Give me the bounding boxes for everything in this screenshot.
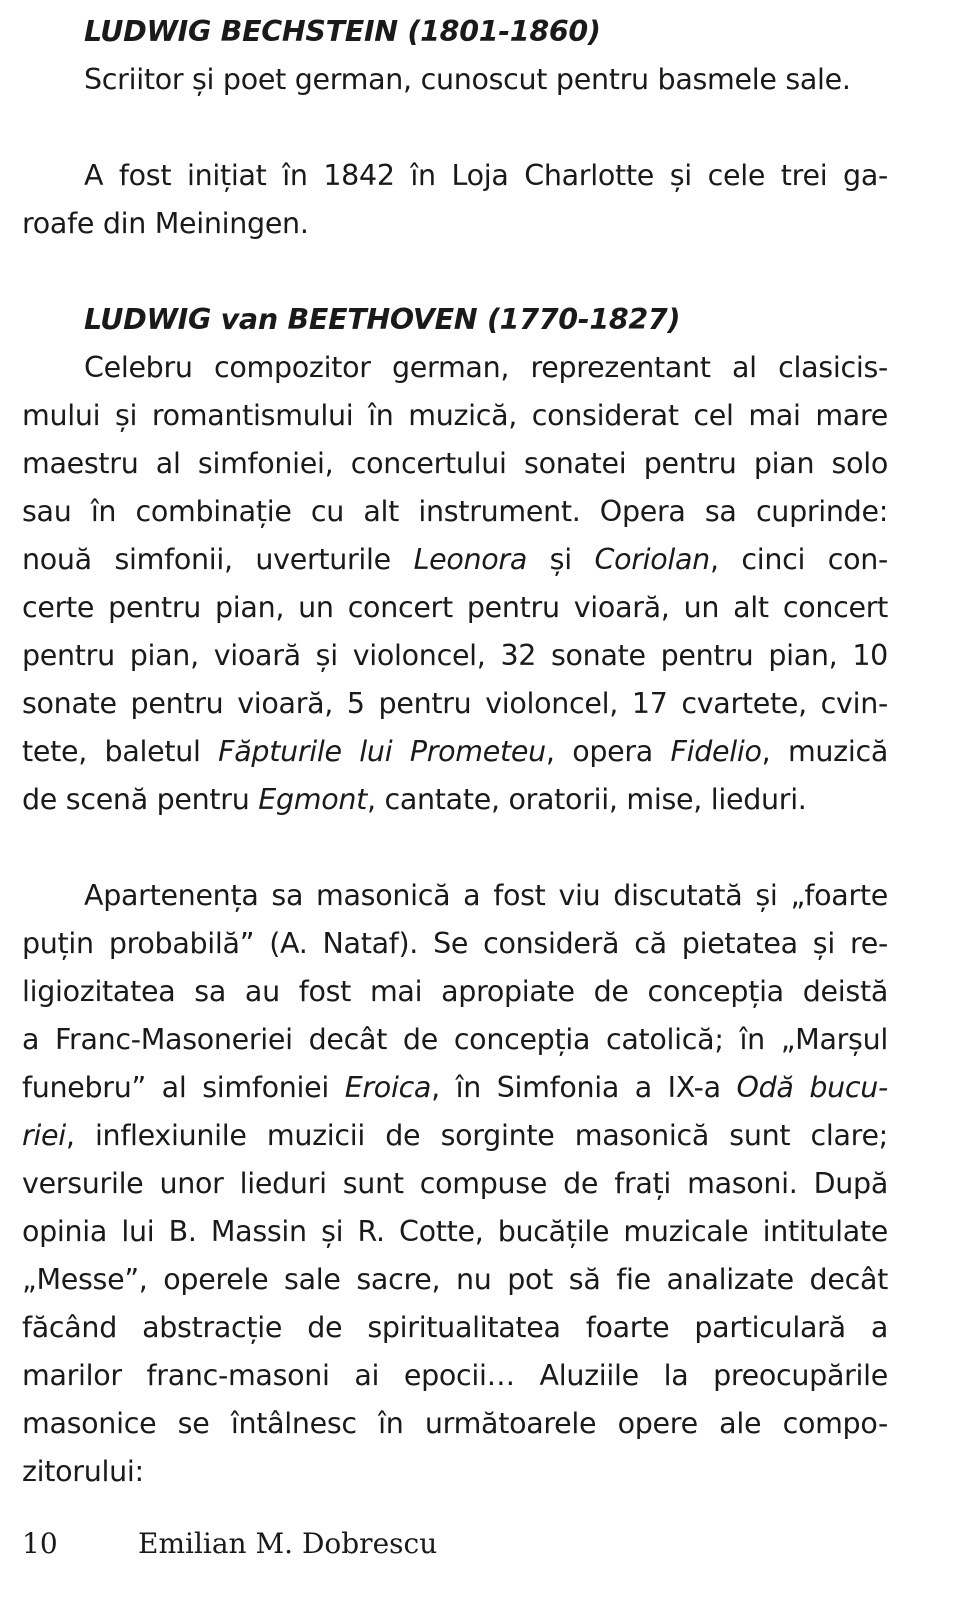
work-title: Fidelio (670, 735, 762, 768)
paragraph-spacer (22, 104, 888, 152)
text-line: funebru” al simfoniei Eroica, în Simfonia a IX-a Odă bucu- (22, 1071, 888, 1104)
text-line: opinia lui B. Massin și R. Cotte, bucățile muzicale intitulate (22, 1215, 888, 1248)
entry-heading: LUDWIG van BEETHOVEN (1770-1827) (84, 303, 681, 336)
text-line: nouă simfonii, uverturile Leonora și Coriolan, cinci con- (22, 543, 889, 576)
work-title: Leonora (413, 543, 527, 576)
text-line: de scenă pentru Egmont, cantate, oratorii, mise, lieduri. (22, 783, 807, 816)
text-line: maestru al simfoniei, concertului sonatei pentru pian solo (22, 447, 888, 480)
work-title: Eroica (344, 1071, 432, 1104)
text-line: certe pentru pian, un concert pentru vioară, un alt concert (22, 591, 888, 624)
text-line: Apartenența sa masonică a fost viu discutată și „foarte (84, 879, 888, 912)
text-line: riei, inflexiunile muzicii de sorginte masonică sunt clare; (22, 1119, 888, 1152)
work-title: Odă bucu- (736, 1071, 888, 1104)
work-title: Coriolan (594, 543, 710, 576)
work-title: riei (22, 1119, 66, 1152)
document-page (22, 8, 888, 1496)
text-line: a Franc-Masoneriei decât de concepția catolică; în „Marșul (22, 1023, 888, 1056)
text-line: roafe din Meiningen. (22, 207, 309, 240)
text-line: mului și romantismului în muzică, considerat cel mai mare (22, 399, 888, 432)
text-line: făcând abstracție de spiritualitatea foarte particulară a (22, 1311, 888, 1344)
text-line: ligiozitatea sa au fost mai apropiate de concepția deistă (22, 975, 888, 1008)
text-line: „Messe”, operele sale sacre, nu pot să fie analizate decât (22, 1263, 888, 1296)
entry-intro: Scriitor și poet german, cunoscut pentru basmele sale. (84, 63, 851, 96)
text-line: A fost inițiat în 1842 în Loja Charlotte și cele trei ga- (84, 159, 888, 192)
work-title: Făpturile lui Prometeu (218, 735, 546, 768)
page-number: 10 (22, 1527, 58, 1560)
text-line: tete, baletul Făpturile lui Prometeu, opera Fidelio, muzică (22, 735, 888, 768)
paragraph-spacer (22, 248, 888, 296)
entry-paragraph (22, 344, 888, 824)
text-line: puțin probabilă” (A. Nataf). Se consideră că pietatea și re- (22, 927, 888, 960)
text-line: versurile unor lieduri sunt compuse de frați masoni. După (22, 1167, 888, 1200)
text-line: pentru pian, vioară și violoncel, 32 sonate pentru pian, 10 (22, 639, 888, 672)
text-line: sonate pentru vioară, 5 pentru violoncel, 17 cvartete, cvin- (22, 687, 888, 720)
text-line: Celebru compozitor german, reprezentant al clasicis- (84, 351, 888, 384)
entry-paragraph (22, 152, 888, 248)
text-line: zitorului: (22, 1455, 144, 1488)
work-title: Egmont (258, 783, 367, 816)
paragraph-spacer (22, 824, 888, 872)
text-line: sau în combinație cu alt instrument. Opera sa cuprinde: (22, 495, 888, 528)
page-footer (22, 1524, 437, 1564)
entry-heading: LUDWIG BECHSTEIN (1801-1860) (84, 15, 601, 48)
footer-author: Emilian M. Dobrescu (138, 1527, 438, 1560)
text-line: masonice se întâlnesc în următoarele opere ale compo- (22, 1407, 888, 1440)
entry-paragraph (22, 872, 888, 1496)
text-line: marilor franc-masoni ai epocii… Aluziile la preocupările (22, 1359, 888, 1392)
